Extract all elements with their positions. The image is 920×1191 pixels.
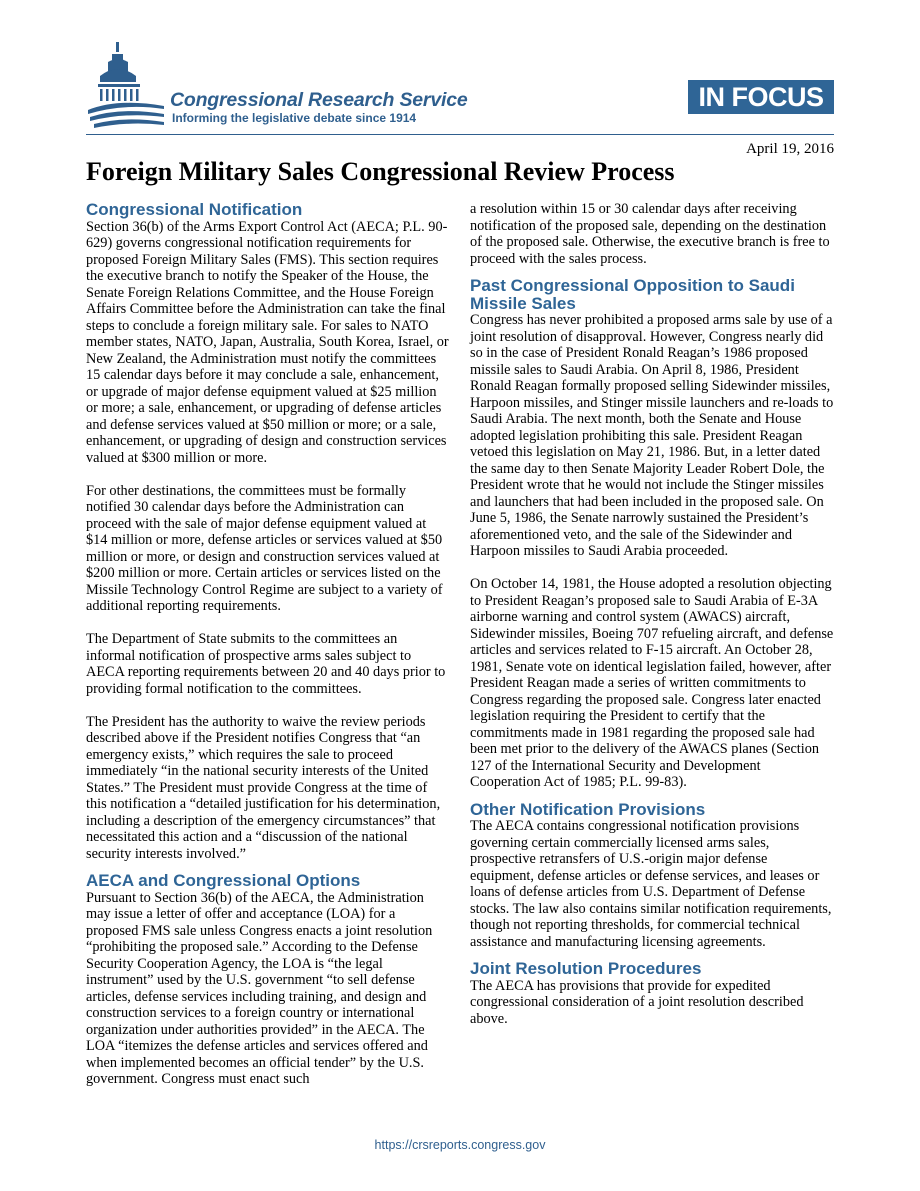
paragraph: Pursuant to Section 36(b) of the AECA, the Administration may issue a letter of offer and acceptance (LOA) for a proposed FMS sale unless Congress enacts a joint resolution “prohibiting the proposed sale.” According to the Defense Security Cooperation Agency, the LOA is “the legal instrument” used by the U.S. government “to sell defense articles, defense services including training, and design and construction services to a foreign country or international organization under authorities provided” in the AECA. The LOA “itemizes the defense articles and services offered and when implemented becomes an official tender” by the U.S. government. Congress must enact such	[86, 889, 433, 1087]
paragraph: The President has the authority to waive the review periods described above if the President notifies Congress that “an emergency exists,” which requires the sale to proceed immediately “in the national security interests of the United States.” The President must provide Congress at the time of this notification a “detailed justification for his determination, including a description of the emergency circumstances” that necessitated this action and a “discussion of the national security interests involved.”	[86, 713, 441, 862]
section-heading: Other Notification Provisions	[470, 799, 706, 819]
paragraph: On October 14, 1981, the House adopted a resolution objecting to President Reagan’s proposed sale to Saudi Arabia of E-3A airborne warning and control system (AWACS) aircraft, Sidewinder missiles, Boeing 707 refueling aircraft, and defense articles and services related to F-15 aircraft. An October 28, 1981, Senate vote on identical legislation failed, however, after President Reagan made a series of written commitments to Congress regarding the proposed sale. Congress later enacted legislation requiring the President to certify that the commitments made in 1981 regarding the proposed sale had been met prior to the delivery of the AWACS planes (Section 127 of the International Security and Development Cooperation Act of 1985; P.L. 99-83).	[470, 576, 834, 790]
paragraph: For other destinations, the committees must be formally notified 30 calendar days before the Administration can proceed with the sale of major defense equipment valued at $14 million or more, defense articles or services valued at $50 million or more, or design and construction services valued at $200 million or more. Certain articles or services listed on the Missile Technology Control Regime are subject to a variety of additional reporting requirements.	[86, 482, 443, 614]
paragraph: The AECA contains congressional notification provisions governing certain commercially licensed arms sales, prospective retransfers of U.S.-origin major defense equipment, defense articles or defense services, and leases or loans of defense articles from U.S. Department of Defense stocks. The law also contains similar notification requirements, though not reporting thresholds, for commercial technical assistance and manufacturing licensing agreements.	[470, 818, 832, 950]
section-heading: Past Congressional Opposition to Saudi Missile Sales	[470, 276, 795, 313]
right-column	[470, 201, 834, 1044]
page-header	[86, 40, 834, 138]
section-heading: AECA and Congressional Options	[86, 871, 361, 890]
header-rule	[86, 134, 834, 135]
footer-url[interactable]: https://crsreports.congress.gov	[374, 1138, 546, 1152]
paragraph: The Department of State submits to the committees an informal notification of prospective arms sales subject to AECA reporting requirements between 20 and 40 days prior to providing formal notification to the committees.	[86, 631, 446, 697]
org-name: Congressional Research Service	[170, 89, 468, 111]
left-column	[86, 201, 450, 1104]
paragraph: Section 36(b) of the Arms Export Control Act (AECA; P.L. 90-629) governs congressional notification requirements for proposed Foreign Military Sales (FMS). This section requires the executive branch to notify the Speaker of the House, the Senate Foreign Relations Committee, and the House Foreign Affairs Committee before the Administration can take the final steps to conclude a foreign military sale. For sales to NATO member states, NATO, Japan, Australia, South Korea, Israel, or New Zealand, the Administration must notify the committees 15 calendar days before it may conclude a sale, enhancement, or upgrade of major defense equipment valued at $25 million or more; a sale, enhancement, or upgrading of defense articles and defense services valued at $50 million or more; or a sale, enhancement, or upgrading of design and construction services valued at $300 million or more.	[86, 218, 449, 466]
publication-date: April 19, 2016	[746, 141, 834, 157]
section-heading: Joint Resolution Procedures	[470, 959, 702, 978]
section-heading: Congressional Notification	[86, 200, 303, 219]
paragraph: a resolution within 15 or 30 calendar days after receiving notification of the proposed sale, depending on the destination of the proposed sale. Otherwise, the executive branch is free to proceed with the sales process.	[470, 201, 830, 267]
page-title: Foreign Military Sales Congressional Review Process	[86, 157, 675, 186]
org-tagline: Informing the legislative debate since 1914	[172, 111, 417, 125]
in-focus-badge: IN FOCUS	[688, 80, 834, 114]
paragraph: The AECA has provisions that provide for expedited congressional consideration of a joint resolution described above.	[470, 977, 804, 1027]
paragraph: Congress has never prohibited a proposed arms sale by use of a joint resolution of disapproval. However, Congress nearly did so in the case of President Ronald Reagan’s 1986 proposed missile sales to Saudi Arabia. On April 8, 1986, President Ronald Reagan formally proposed selling Sidewinder missiles, Harpoon missiles, and Stinger missile launchers and re-loads to Saudi Arabia. The next month, both the Senate and House adopted legislation prohibiting this sale. President Reagan vetoed this legislation on May 21, 1986. But, in a letter dated the same day to then Senate Majority Leader Robert Dole, the President wrote that he would not include the Stinger missiles and launchers that had been included in the proposed sale. On June 5, 1986, the Senate narrowly sustained the President’s aforementioned veto, and the sale of the Sidewinder and Harpoon missiles to Saudi Arabia proceeded.	[470, 312, 834, 559]
capitol-dome-icon	[86, 40, 164, 128]
